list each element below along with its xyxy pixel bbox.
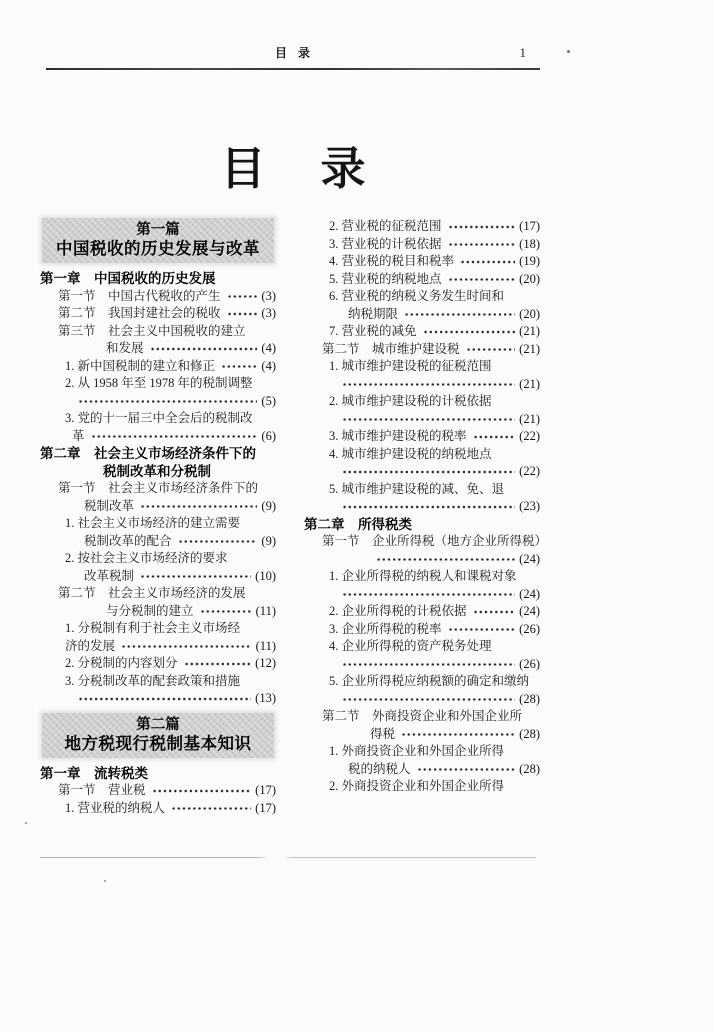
toc-entry <box>336 586 540 604</box>
toc-entry-text: 5. 营业税的纳税地点 <box>329 271 442 286</box>
toc-page-number: (28) <box>519 761 540 776</box>
dot-leader <box>78 393 257 411</box>
dot-leader <box>342 463 515 481</box>
toc-entry-text: 1. 新中国税制的建立和修正 <box>65 358 216 373</box>
toc-entry <box>336 463 540 481</box>
page-title <box>0 132 586 197</box>
toc-page-number: (18) <box>519 236 540 251</box>
toc-entry <box>65 655 276 673</box>
toc-entry <box>58 323 276 341</box>
toc-entry-text: 第一章 中国税收的历史发展 <box>40 271 216 286</box>
toc-entry <box>329 673 540 691</box>
scan-speckle <box>104 880 106 882</box>
toc-page-number: (17) <box>255 783 276 797</box>
toc-entry-text: 与分税制的建立 <box>106 603 194 618</box>
toc-entry <box>370 726 540 744</box>
toc-entry-text: 和发展 <box>106 341 144 355</box>
part-number: 第一篇 <box>136 222 180 238</box>
toc-entry <box>58 305 276 323</box>
toc-entry-text: 济的发展 <box>65 638 116 653</box>
toc-entry <box>40 765 276 783</box>
toc-entry-text: 7. 营业税的减免 <box>329 324 417 338</box>
dot-leader <box>404 306 515 324</box>
running-head-title: 目 录 <box>274 46 311 60</box>
dot-leader <box>140 498 257 516</box>
toc-entry-text: 5. 企业所得税应纳税额的确定和缴纳 <box>329 674 530 688</box>
toc-entry-text: 第一节 中国古代税收的产生 <box>58 288 221 303</box>
toc-entry-text: 税的纳税人 <box>348 761 411 776</box>
toc-page-number: (20) <box>519 271 540 286</box>
toc-entry <box>336 376 540 394</box>
toc-entry <box>329 481 540 499</box>
part-heading <box>42 218 274 263</box>
page-title-char-right: 录 <box>320 144 366 194</box>
toc-entry <box>329 603 540 621</box>
toc-page-number: (26) <box>519 656 540 671</box>
toc-entry-text: 2. 外商投资企业和外国企业所得 <box>329 779 505 793</box>
toc-entry <box>84 498 276 516</box>
dot-leader <box>171 800 251 818</box>
dot-leader <box>473 603 516 621</box>
toc-entry-text: 第一节 营业税 <box>58 783 146 797</box>
dot-leader <box>460 253 515 271</box>
toc-page-number: (22) <box>519 429 540 443</box>
toc-right-column <box>304 218 548 796</box>
dot-leader <box>342 586 515 604</box>
toc-entry <box>370 551 540 569</box>
toc-entry-text: 得税 <box>370 726 396 741</box>
part-heading <box>42 713 274 758</box>
toc-entry <box>322 341 540 359</box>
toc-entry-text: 第一章 流转税类 <box>40 765 148 781</box>
toc-entry <box>72 690 276 708</box>
dot-leader <box>448 621 516 639</box>
toc-entry <box>65 800 276 818</box>
toc-page-number: (28) <box>519 691 540 706</box>
page-bottom-scan-line <box>40 857 536 858</box>
dot-leader <box>448 271 516 289</box>
dot-leader <box>200 603 252 621</box>
dot-leader <box>227 305 258 323</box>
dot-leader <box>342 411 515 429</box>
toc-page-number: (12) <box>255 656 276 670</box>
toc-entry <box>40 270 276 288</box>
toc-entry-text: 2. 按社会主义市场经济的要求 <box>65 551 228 565</box>
toc-entry <box>329 621 540 639</box>
toc-entry-text: 税制改革 <box>84 498 135 513</box>
toc-entry-text: 第一节 企业所得税（地方企业所得税） <box>322 534 548 548</box>
toc-page-number: (21) <box>519 324 540 338</box>
toc-entry <box>329 428 540 446</box>
toc-page-number: (17) <box>519 219 540 233</box>
dot-leader <box>140 568 251 586</box>
toc-entry <box>84 533 276 551</box>
dot-leader <box>376 551 515 569</box>
toc-entry-text: 税制改革的配合 <box>84 533 172 548</box>
part-title: 中国税收的历史发展与改革 <box>56 239 260 258</box>
scan-speckle <box>567 50 570 53</box>
toc-entry <box>65 673 276 691</box>
toc-entry-text: 4. 企业所得税的资产税务处理 <box>329 639 492 653</box>
toc-page-number: (19) <box>519 254 540 268</box>
toc-entry-text: 5. 城市维护建设税的减、免、退 <box>329 481 505 496</box>
toc-entry <box>65 638 276 656</box>
dot-leader <box>401 726 515 744</box>
toc-page-number: (5) <box>261 393 276 408</box>
toc-entry-text: 第二节 城市维护建设税 <box>322 341 460 356</box>
toc-page-number: (21) <box>519 411 540 426</box>
toc-entry <box>65 620 276 638</box>
toc-page-number: (10) <box>255 568 276 583</box>
dot-leader <box>423 323 516 341</box>
toc-entry <box>348 306 540 324</box>
toc-page-number: (9) <box>261 533 276 548</box>
toc-page-number: (11) <box>255 638 276 653</box>
toc-entry <box>336 656 540 674</box>
toc-entry-text: 改革税制 <box>84 568 135 583</box>
toc-entry-text: 3. 分税制改革的配套政策和措施 <box>65 673 241 688</box>
toc-entry-text: 1. 企业所得税的纳税人和课税对象 <box>329 569 517 583</box>
toc-entry <box>304 516 540 534</box>
dot-leader <box>448 218 516 236</box>
toc-entry <box>65 358 276 376</box>
toc-entry <box>58 288 276 306</box>
toc-page-number: (24) <box>519 604 540 618</box>
toc-entry <box>348 761 540 779</box>
toc-entry-text: 2. 从 1958 年至 1978 年的税制调整 <box>65 376 253 390</box>
toc-page-number: (28) <box>519 726 540 741</box>
toc-entry-text: 第二节 社会主义市场经济的发展 <box>58 586 246 600</box>
toc-entry-text: 纳税期限 <box>348 306 399 321</box>
toc-page-number: (21) <box>519 341 540 356</box>
toc-entry-text: 第二章 社会主义市场经济条件下的 <box>40 446 256 461</box>
toc-entry <box>329 446 540 464</box>
toc-entry-text: 4. 城市维护建设税的纳税地点 <box>329 446 492 461</box>
toc-page-number: (3) <box>261 288 276 303</box>
toc-entry <box>329 271 540 289</box>
toc-page-number: (13) <box>255 691 276 705</box>
toc-entry <box>329 253 540 271</box>
toc-entry <box>72 393 276 411</box>
toc-entry <box>336 691 540 709</box>
toc-entry <box>65 550 276 568</box>
toc-entry <box>65 515 276 533</box>
toc-entry <box>58 782 276 800</box>
toc-entry <box>329 288 540 306</box>
toc-entry <box>65 375 276 393</box>
toc-entry <box>329 393 540 411</box>
dot-leader <box>342 691 515 709</box>
toc-entry <box>106 603 276 621</box>
toc-page-number: (6) <box>261 428 276 443</box>
dot-leader <box>184 655 252 673</box>
toc-entry-text: 2. 营业税的征税范围 <box>329 219 442 233</box>
toc-entry-text: 4. 营业税的税目和税率 <box>329 254 455 268</box>
toc-entry <box>329 358 540 376</box>
toc-entry-text: 1. 社会主义市场经济的建立需要 <box>65 516 241 530</box>
toc-entry <box>329 218 540 236</box>
toc-entry-text: 3. 企业所得税的税率 <box>329 621 442 636</box>
toc-entry <box>322 708 540 726</box>
toc-entry <box>329 323 540 341</box>
toc-entry-text: 3. 党的十一届三中全会后的税制改 <box>65 411 253 425</box>
part-title: 地方税现行税制基本知识 <box>64 733 252 753</box>
dot-leader <box>227 288 258 306</box>
page-title-char-left: 目 <box>220 144 266 194</box>
dot-leader <box>342 656 515 674</box>
dot-leader <box>342 376 515 394</box>
toc-entry-text: 2. 分税制的内容划分 <box>65 656 178 670</box>
toc-entry-text: 2. 企业所得税的计税依据 <box>329 604 467 618</box>
toc-entry <box>103 463 276 481</box>
toc-page-number: (24) <box>519 586 540 601</box>
dot-leader <box>221 358 257 376</box>
toc-entry <box>329 743 540 761</box>
header-rule <box>46 68 540 70</box>
toc-page-number: (20) <box>519 306 540 321</box>
dot-leader <box>91 428 258 446</box>
toc-entry <box>329 638 540 656</box>
toc-page-number: (17) <box>255 800 276 815</box>
toc-page-number: (11) <box>255 603 276 618</box>
toc-entry <box>336 411 540 429</box>
dot-leader <box>342 498 515 516</box>
scan-speckle <box>25 822 27 824</box>
dot-leader <box>121 638 252 656</box>
toc-entry-text: 第二章 所得税类 <box>304 516 412 532</box>
toc-page-number: (22) <box>519 464 540 478</box>
toc-entry-text: 税制改革和分税制 <box>103 463 211 479</box>
part-number: 第二篇 <box>136 716 180 733</box>
toc-entry-text: 第三节 社会主义中国税收的建立 <box>58 323 246 338</box>
toc-entry <box>329 236 540 254</box>
toc-page-number: (4) <box>261 358 276 373</box>
toc-entry-text: 1. 分税制有利于社会主义市场经 <box>65 621 241 635</box>
toc-entry <box>84 568 276 586</box>
toc-entry <box>336 498 540 516</box>
toc-entry-text: 第二节 外商投资企业和外国企业所 <box>322 709 523 723</box>
dot-leader <box>152 782 252 800</box>
toc-entry <box>58 585 276 603</box>
toc-entry <box>58 480 276 498</box>
running-head <box>46 44 540 62</box>
toc-page-number: (4) <box>261 341 276 355</box>
toc-entry <box>329 568 540 586</box>
toc-page-number: (21) <box>519 376 540 391</box>
toc-entry-text: 3. 营业税的计税依据 <box>329 236 442 251</box>
dot-leader <box>473 428 516 446</box>
toc-page-number: (23) <box>519 499 540 513</box>
toc-entry-text: 2. 城市维护建设税的计税依据 <box>329 394 492 408</box>
toc-left-column <box>40 218 276 817</box>
dot-leader <box>150 340 258 358</box>
toc-entry <box>329 778 540 796</box>
toc-page-number: (3) <box>261 306 276 320</box>
toc-entry-text: 革 <box>72 428 85 443</box>
dot-leader <box>466 341 516 359</box>
toc-entry <box>106 340 276 358</box>
toc-entry-text: 1. 外商投资企业和外国企业所得 <box>329 744 505 758</box>
dot-leader <box>448 236 516 254</box>
toc-entry-text: 6. 营业税的纳税义务发生时间和 <box>329 289 505 303</box>
toc-entry <box>40 445 276 463</box>
toc-entry <box>322 533 548 551</box>
toc-entry-text: 第一节 社会主义市场经济条件下的 <box>58 481 259 495</box>
toc-page-number: (26) <box>519 621 540 636</box>
toc-entry <box>72 428 276 446</box>
toc-entry-text: 1. 城市维护建设税的征税范围 <box>329 359 492 373</box>
toc-page-number: (9) <box>261 498 276 513</box>
dot-leader <box>178 533 258 551</box>
toc-entry <box>65 410 276 428</box>
page-number: 1 <box>519 45 526 60</box>
toc-entry-text: 1. 营业税的纳税人 <box>65 800 166 815</box>
toc-entry-text: 3. 城市维护建设税的税率 <box>329 429 467 443</box>
dot-leader <box>78 690 251 708</box>
toc-page-number: (24) <box>519 551 540 566</box>
toc-entry-text: 第二节 我国封建社会的税收 <box>58 306 221 320</box>
dot-leader <box>417 761 516 779</box>
